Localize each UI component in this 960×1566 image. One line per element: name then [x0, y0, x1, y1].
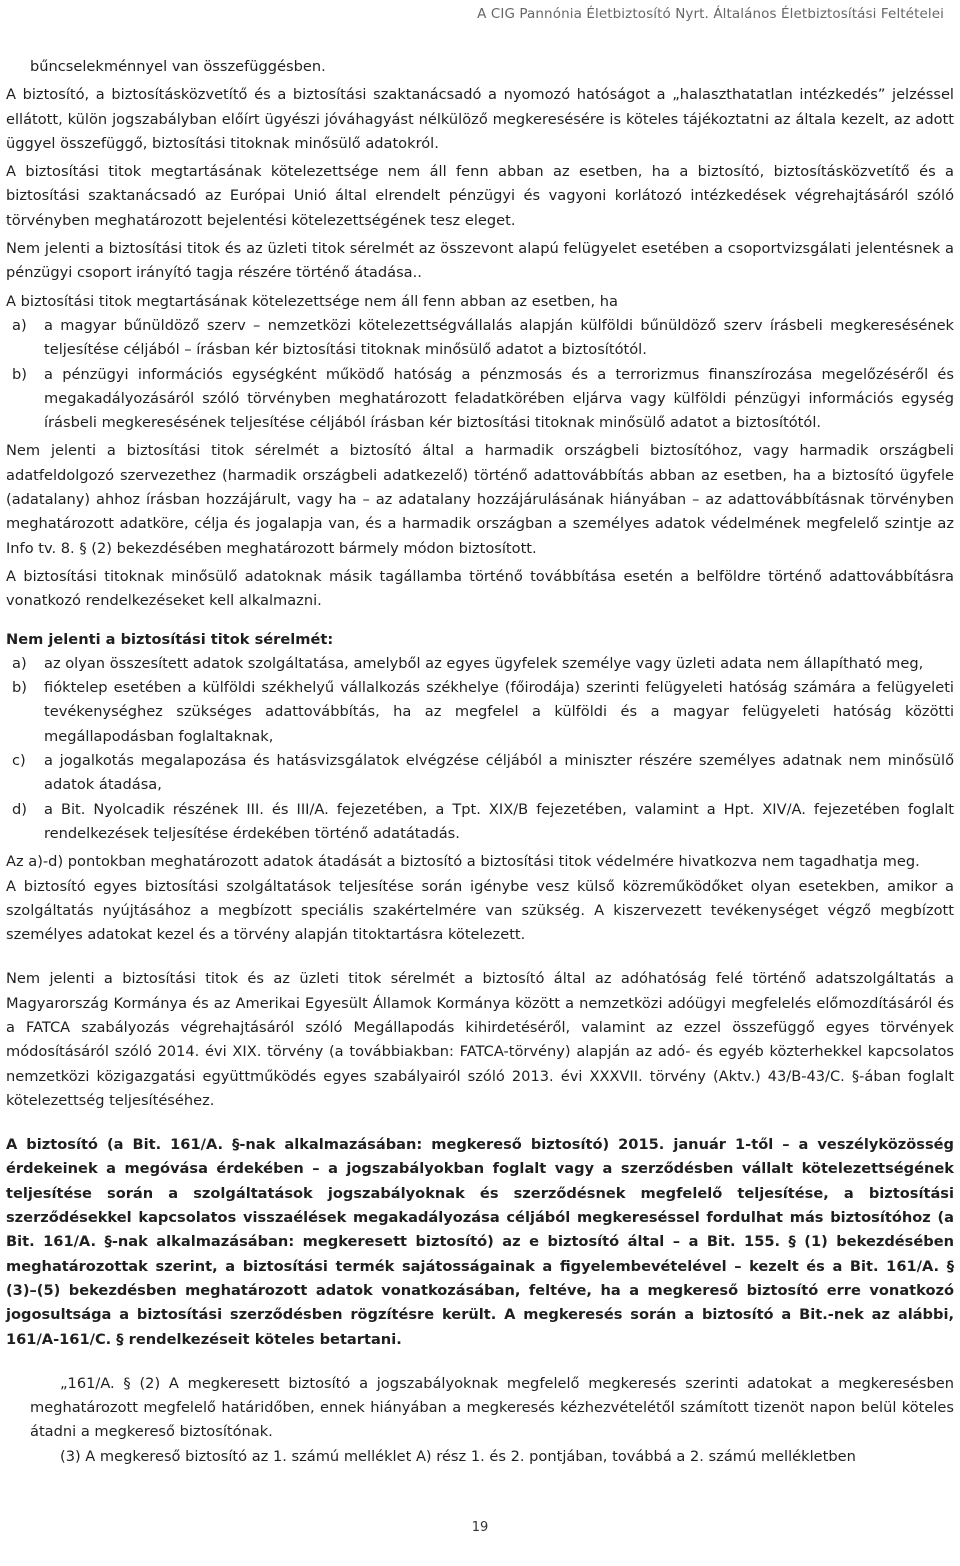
paragraph: Nem jelenti a biztosítási titok sérelmét a biztosító által a harmadik országbeli biztosítóhoz, vagy harmadik országbeli adatfeldolgozó szervezethez (harmadik országbeli adatkezelő) történő adattovábbítás abban az esetben, ha a biztosító ügyfele (adatalany) ahhoz írásban hozzájárult, vagy ha – az adatalany hozzájárulásának hiányában – az adattovábbításnak törvényben meghatározott adatköre, célja és jogalapja van, és a harmadik országban a személyes adatok védelmének megfelelő szintje az Info tv. 8. § (2) bekezdésében meghatározott bármely módon biztosított.: [6, 442, 954, 557]
document-header: A CIG Pannónia Életbiztosító Nyrt. Általános Életbiztosítási Feltételei: [477, 6, 944, 22]
paragraph: Nem jelenti a biztosítási titok és az üzleti titok sérelmét az összevont alapú felügyelet esetében a csoportvizsgálati jelentésnek a pénzügyi csoport irányító tagja részére történő átadása..: [6, 240, 954, 282]
list-item-text: a pénzügyi információs egységként működő hatóság a pénzmosás és a terrorizmus finanszírozása megelőzéséről és megakadályozásáról szóló törvényben meghatározott feladatkörében eljárva vagy külföldi pénzügyi információs egység írásbeli megkeresésének teljesítése céljából írásban kér biztosítási titoknak minősülő adatot a biztosítótól.: [44, 365, 954, 432]
list-item-label: d): [12, 800, 27, 818]
list-item-text: a jogalkotás megalapozása és hatásvizsgálatok elvégzése céljából a miniszter részére személyes adatnak nem minősülő adatok átadása,: [44, 752, 954, 794]
legal-quote: [6, 1372, 954, 1469]
list-item-text: a Bit. Nyolcadik részének III. és III/A. fejezetében, a Tpt. XIX/B fejezetében, valamint a Hpt. XIV/A. fejezetében foglalt rendelkezések teljesítése érdekében történő adatátadás.: [44, 800, 954, 842]
paragraph: A biztosító egyes biztosítási szolgáltatások teljesítése során igénybe vesz külső közreműködőket olyan esetekben, amikor a szolgáltatás nyújtásához a megbízott speciális szakértelmére van szükség. A kiszervezett tevékenységet végző megbízott személyes adatokat kezel és a törvény alapján titoktartásra kötelezett.: [6, 877, 954, 944]
list-item-label: c): [12, 752, 26, 770]
paragraph: bűncselekménnyel van összefüggésben.: [30, 58, 326, 75]
list-item-text: fióktelep esetében a külföldi székhelyű vállalkozás székhelye (főirodája) szerinti felügyeleti hatóság számára a felügyeleti tevékenységhez szükséges adattovábbítás, ha az megfelel a külföldi és a magyar felügyeleti hatóság közötti megállapodásban foglaltaknak,: [44, 679, 954, 745]
bold-paragraph: A biztosító (a Bit. 161/A. §-nak alkalmazásában: megkereső biztosító) 2015. január 1-től – a veszélyközösség érdekeinek a megóvása érdekében – a jogszabályokban foglalt vagy a szerződésben vállalt kötelezettségének teljesítése során a szolgáltatások jogszabályoknak és szerződésnek megfelelő teljesítése, a biztosítási szerződésekkel kapcsolatos visszaélések megakadályozása céljából megkereséssel fordulhat más biztosítóhoz (a Bit. 161/A. §-nak alkalmazásában: megkeresett biztosító) az e biztosító által – a Bit. 155. § (1) bekezdésében meghatározottak szerint, a biztosítási termék sajátosságainak a figyelembevételével – kezelt és a Bit. 161/A. § (3)–(5) bekezdésben meghatározott adatok vonatkozásában, feltéve, ha a megkereső biztosító erre vonatkozó jogosultsága a biztosítási szerződésben rögzítésre került. A megkeresés során a biztosító a Bit.-nek az alábbi, 161/A-161/C. § rendelkezéseit köteles betartani.: [6, 1136, 954, 1348]
paragraph: A biztosítási titok megtartásának kötelezettsége nem áll fenn abban az esetben, ha: [6, 292, 618, 310]
paragraph: A biztosítási titoknak minősülő adatoknak másik tagállamba történő továbbítása esetén a belföldre történő adattovábbításra vonatkozó rendelkezéseket kell alkalmazni.: [6, 567, 954, 610]
section-heading: Nem jelenti a biztosítási titok sérelmét:: [6, 630, 334, 648]
list-item: [6, 676, 954, 749]
quote-paragraph: „161/A. § (2) A megkeresett biztosító a jogszabályoknak megfelelő megkeresés szerinti adatokat a megkeresésben meghatározott megfelelő határidőben, ennek hiányában a megkeresés kézhezvételétől számított tizenöt napon belül köteles átadni a megkereső biztosítónak.: [30, 1374, 954, 1441]
list-item-label: a): [12, 654, 27, 672]
paragraph: Nem jelenti a biztosítási titok és az üzleti titok sérelmét a biztosító által az adóhatóság felé történő adatszolgáltatás a Magyarország Kormánya és az Amerikai Egyesült Államok Kormánya között a nemzetközi adóügyi megfelelés előmozdításáról és a FATCA szabályozás végrehajtásáról szóló Megállapodás kihirdetéséről, valamint az ezzel összefüggő egyes törvények módosításáról szóló 2014. évi XIX. törvény (a továbbiakban: FATCA-törvény) alapján az adó- és egyéb közterhekkel kapcsolatos nemzetközi közigazgatási együttműködés egyes szabályairól szóló 2013. évi XXXVII. törvény (Aktv.) 43/B-43/C. §-ában foglalt kötelezettség teljesítéséhez.: [6, 970, 954, 1109]
list-item-text: az olyan összesített adatok szolgáltatása, amelyből az egyes ügyfelek személye vagy üzleti adata nem állapítható meg,: [44, 654, 924, 672]
exception-list: [6, 652, 954, 846]
list-item: [6, 749, 954, 798]
list-item-label: b): [12, 679, 27, 697]
paragraph: A biztosítási titok megtartásának kötelezettsége nem áll fenn abban az esetben, ha a biztosító, biztosításközvetítő és a biztosítási szaktanácsadó az Európai Unió által elrendelt pénzügyi és vagyoni korlátozó intézkedések végrehajtásáról szóló törvényben meghatározott bejelentési kötelezettségének tesz eleget.: [6, 163, 954, 229]
list-item-label: b): [12, 365, 27, 383]
list-item-text: a magyar bűnüldöző szerv – nemzetközi kötelezettségvállalás alapján külföldi bűnüldöző szerv írásbeli megkeresésének teljesítése céljából – írásban kér biztosítási titoknak minősülő adatot a biztosítótól.: [44, 316, 954, 359]
paragraph: Az a)-d) pontokban meghatározott adatok átadását a biztosító a biztosítási titok védelmére hivatkozva nem tagadhatja meg.: [6, 853, 920, 871]
list-item-label: a): [12, 316, 27, 334]
paragraph: A biztosító, a biztosításközvetítő és a biztosítási szaktanácsadó a nyomozó hatóságot a „halaszthatatlan intézkedés” jelzéssel ellátott, külön jogszabályban előírt ügyészi jóváhagyást nélkülöző megkeresésére is köteles tájékoztatni az általa kezelt, az adott üggyel összefüggő, biztosítási titoknak minősülő adatokról.: [6, 86, 954, 152]
document-body: [6, 55, 954, 1469]
list-item: [6, 798, 954, 847]
page-number: 19: [471, 1520, 489, 1535]
quote-paragraph: (3) A megkereső biztosító az 1. számú melléklet A) rész 1. és 2. pontjában, továbbá a 2. számú mellékletben: [60, 1447, 856, 1465]
list-item: [6, 363, 954, 436]
list-item: [6, 314, 954, 363]
condition-list: [6, 314, 954, 435]
list-item: [6, 652, 954, 676]
